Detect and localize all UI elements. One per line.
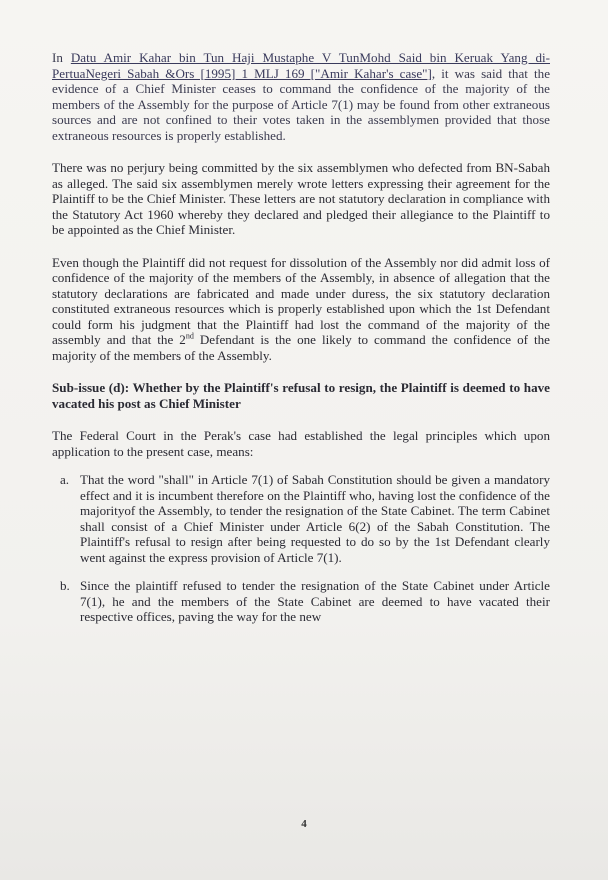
document-body <box>52 50 550 638</box>
list-item <box>52 578 550 625</box>
paragraph-dissolution <box>52 255 550 364</box>
paragraph-text: Even though the Plaintiff did not request for dissolution of the Assembly nor did admit loss of confidence of the majority of the members of the Assembly, in absence of allegation that the statutory declarations are fabricated and made under duress, the six statutory declaration constituted extraneous resources which is properly established upon which the 1st Defendant could form his judgment that the Plaintiff had lost the command of the majority of the assembly and that the 2 <box>52 254 550 347</box>
paragraph-amir-kahar <box>52 50 550 143</box>
subissue-heading: Sub-issue (d): Whether by the Plaintiff's refusal to resign, the Plaintiff is deemed to have vacated his post as Chief Minister <box>52 380 550 411</box>
page-number: 4 <box>301 818 307 830</box>
principles-list <box>52 472 550 625</box>
list-item-text: That the word "shall" in Article 7(1) of Sabah Constitution should be given a mandatory effect and it is incumbent therefore on the Plaintiff who, having lost the confidence of the majorityof the Assembly, to tender the resignation of the State Cabinet. The term Cabinet shall consist of a Chief Minister under Article 6(2) of the Sabah Constitution. The Plaintiff's refusal to resign after being requested to do so by the 1st Defendant clearly went against the express provision of Article 7(1). <box>80 472 550 565</box>
list-marker: b. <box>60 578 70 593</box>
case-citation: Datu Amir Kahar bin Tun Haji Mustaphe V TunMohd Said bin Keruak Yang di-PertuaNegeri Sabah &Ors [1995] 1 MLJ 169 ["Amir Kahar's case"] <box>52 50 550 81</box>
list-marker: a. <box>60 472 70 487</box>
ordinal-suffix: nd <box>185 331 194 341</box>
paragraph-federal-court: The Federal Court in the Perak's case had established the legal principles which upon application to the present case, means: <box>52 428 550 459</box>
paragraph-perjury: There was no perjury being committed by the six assemblymen who defected from BN-Sabah as alleged. The said six assemblymen merely wrote letters expressing their agreement for the Plaintiff to be the Chief Minister. These letters are not statutory declaration in compliance with the Statutory Act 1960 whereby they declared and pledged their allegiance to the Plaintiff to be appointed as the Chief Minister. <box>52 160 550 237</box>
list-item-text: Since the plaintiff refused to tender the resignation of the State Cabinet under Article 7(1), he and the members of the State Cabinet are deemed to have vacated their respective offices, paving the way for the new <box>80 578 550 624</box>
paragraph-text: , it was said that the evidence of a Chief Minister ceases to command the confidence of the majority of the members of the Assembly for the purpose of Article 7(1) may be found from other extraneous sources and are not confined to their votes taken in the assemblymen provided that those extraneous resources is properly established. <box>52 65 550 143</box>
paragraph-text: Defendant is the one likely to command the confidence of the majority of the members of the Assembly. <box>52 332 550 363</box>
paragraph-prefix: In <box>52 50 71 65</box>
list-item <box>52 472 550 565</box>
